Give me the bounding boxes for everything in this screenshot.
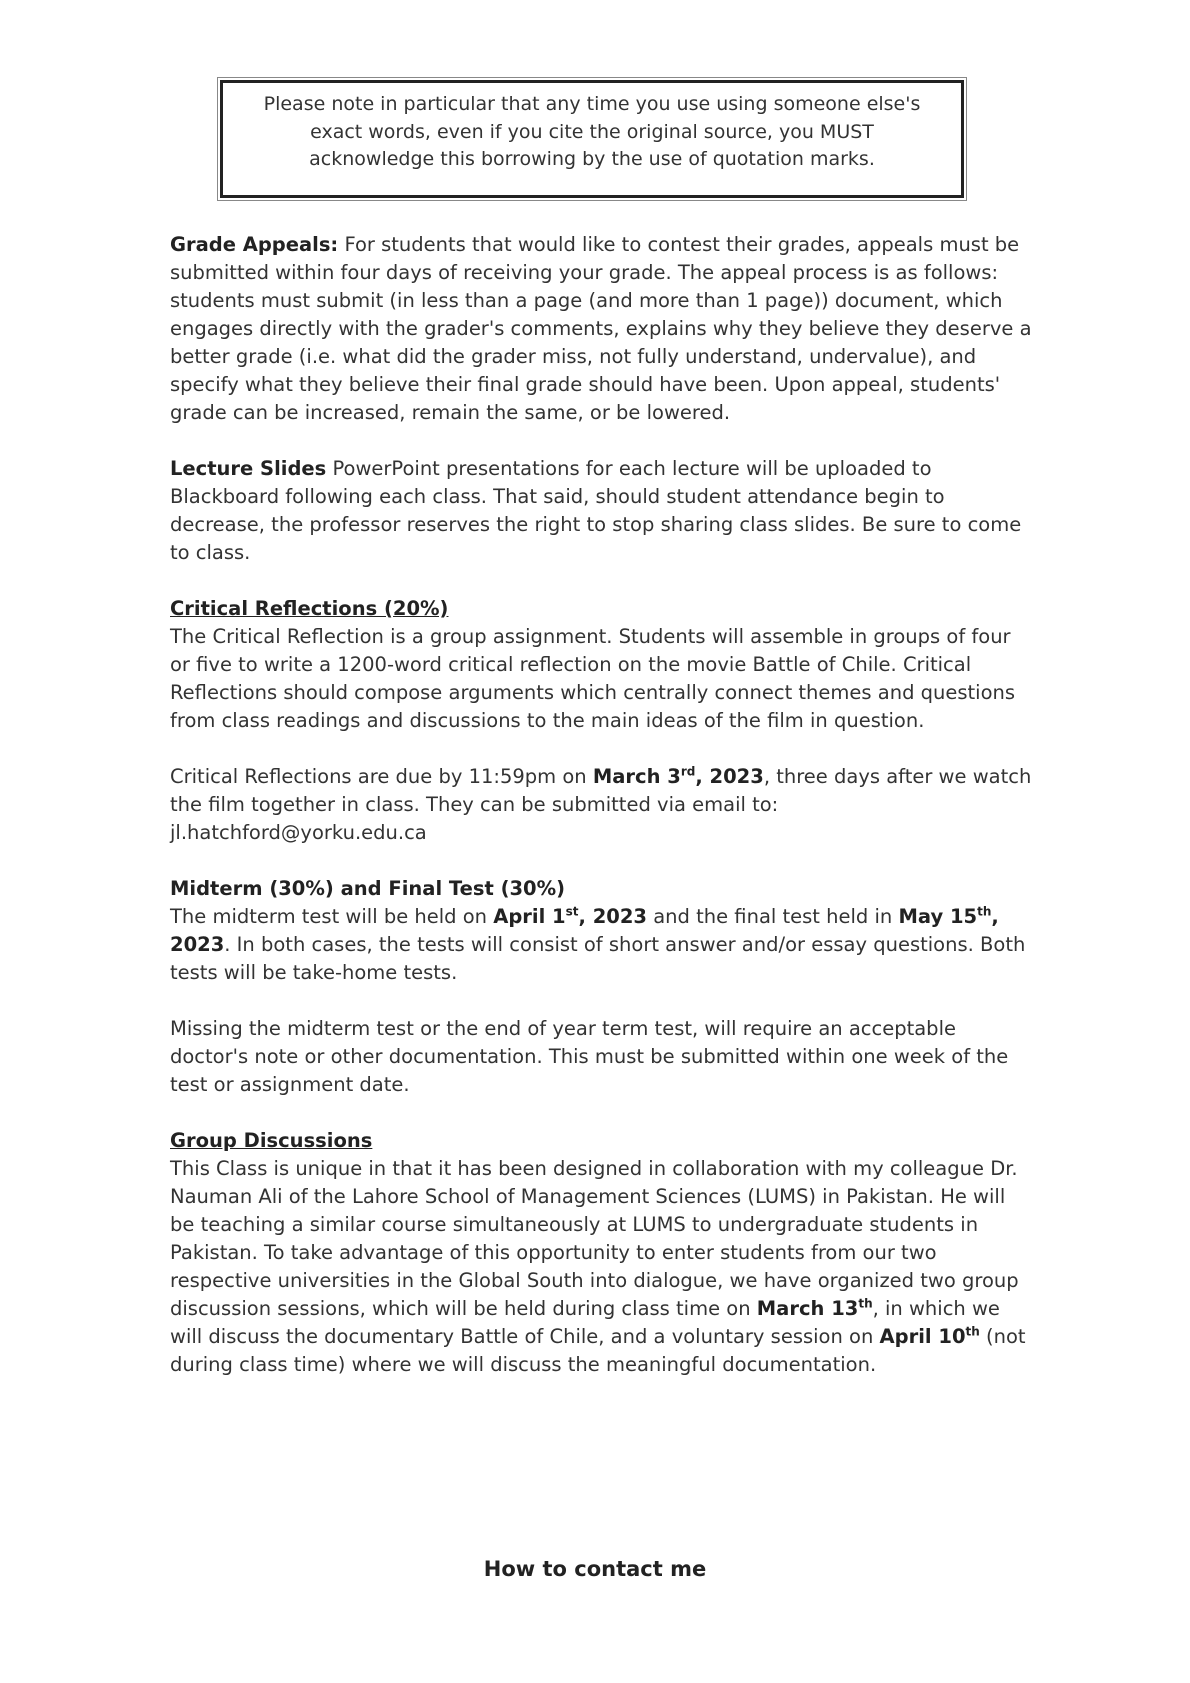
contact-heading: How to contact me (483, 1557, 707, 1581)
discussion-date-2-day: April 10 (879, 1325, 966, 1348)
midterm-date-year: , 2023 (578, 905, 648, 928)
final-date-year: , 2023 (170, 905, 999, 956)
midterm-date-suffix: st (565, 904, 579, 919)
final-date-suffix: th (977, 904, 992, 919)
missed-tests-section (170, 1015, 1032, 1099)
due-date-year: , 2023 (695, 765, 764, 788)
lecture-slides-paragraph (170, 455, 1032, 567)
group-discussions-heading: Group Discussions (170, 1129, 373, 1152)
tests-paragraph (170, 903, 1032, 987)
quotation-notice-text: Please note in particular that any time you use using someone else's exact words, even if you cite the original source, you MUST acknowledge this borrowing by the use of quotation marks. (263, 93, 921, 170)
grade-appeals-heading: Grade Appeals: (170, 233, 339, 256)
grade-appeals-section (170, 231, 1032, 427)
due-outro-text: , three days after we watch the film together in class. They can be submitted via email to: jl.hatchford@yorku.edu.ca (170, 765, 1032, 844)
discussion-date-2-suffix: th (965, 1324, 980, 1339)
lecture-slides-text: PowerPoint presentations for each lecture will be uploaded to Blackboard following each class. That said, should student attendance begin to decrease, the professor reserves the right to stop sharing class slides. Be sure to come to class. (170, 457, 1022, 564)
due-date (593, 765, 764, 788)
group-discussions-text-b: , in which we will discuss the documentary Battle of Chile, and a voluntary session on (170, 1297, 1000, 1348)
group-discussions-text-a: This Class is unique in that it has been designed in collaboration with my colleague Dr. Nauman Ali of the Lahore School of Management Sciences (LUMS) in Pakistan. He will be teaching a similar course simultaneously at LUMS to undergraduate students in Pakistan. To take advantage of this opportunity to enter students from our two respective universities in the Global South into dialogue, we have organized two group discussion sessions, which will be held during class time on (170, 1157, 1019, 1320)
critical-reflections-due-paragraph (170, 763, 1032, 847)
grade-appeals-text: For students that would like to contest their grades, appeals must be submitted within four days of receiving your grade. The appeal process is as follows: students must submit (in less than a page (and more than 1 page)) document, which engages directly with the grader's comments, explains why they believe they deserve a better grade (i.e. what did the grader miss, not fully understand, undervalue), and specify what they believe their final grade should have been. Upon appeal, students' grade can be increased, remain the same, or be lowered. (170, 233, 1032, 424)
critical-reflections-section (170, 595, 1032, 735)
tests-section (170, 875, 1032, 987)
quotation-notice-box (220, 80, 964, 198)
document-body (170, 231, 1032, 1407)
discussion-date-2 (880, 1325, 980, 1348)
group-discussions-section (170, 1127, 1032, 1379)
midterm-date (493, 905, 647, 928)
critical-reflections-due-section (170, 763, 1032, 847)
lecture-slides-section (170, 455, 1032, 567)
grade-appeals-paragraph (170, 231, 1032, 427)
discussion-date-1 (757, 1297, 873, 1320)
tests-text-b: and the final test held in (647, 905, 899, 928)
discussion-date-1-day: March 13 (756, 1297, 859, 1320)
group-discussions-text-c: (not during class time) where we will discuss the meaningful documentation. (170, 1325, 1026, 1376)
critical-reflections-heading: Critical Reflections (20%) (170, 597, 449, 620)
discussion-date-1-suffix: th (858, 1296, 873, 1311)
lecture-slides-heading: Lecture Slides (170, 457, 327, 480)
group-discussions-paragraph (170, 1155, 1032, 1379)
tests-heading: Midterm (30%) and Final Test (30%) (170, 877, 566, 900)
midterm-date-day: April 1 (493, 905, 566, 928)
tests-text-a: The midterm test will be held on (170, 905, 494, 928)
critical-reflections-text: The Critical Reflection is a group assignment. Students will assemble in groups of four or five to write a 1200-word critical reflection on the movie Battle of Chile. Critical Reflections should compose arguments which centrally connect themes and questions from class readings and discussions to the main ideas of the film in question. (170, 625, 1016, 732)
missed-tests-text: Missing the midterm test or the end of year term test, will require an acceptable doctor's note or other documentation. This must be submitted within one week of the test or assignment date. (170, 1017, 1009, 1096)
final-date-day: May 15 (898, 905, 978, 928)
due-intro-text: Critical Reflections are due by 11:59pm on (170, 765, 593, 788)
due-date-suffix: rd (680, 764, 696, 779)
tests-text-c: . In both cases, the tests will consist of short answer and/or essay questions. Both tests will be take-home tests. (170, 933, 1026, 984)
due-date-day: March 3 (592, 765, 681, 788)
